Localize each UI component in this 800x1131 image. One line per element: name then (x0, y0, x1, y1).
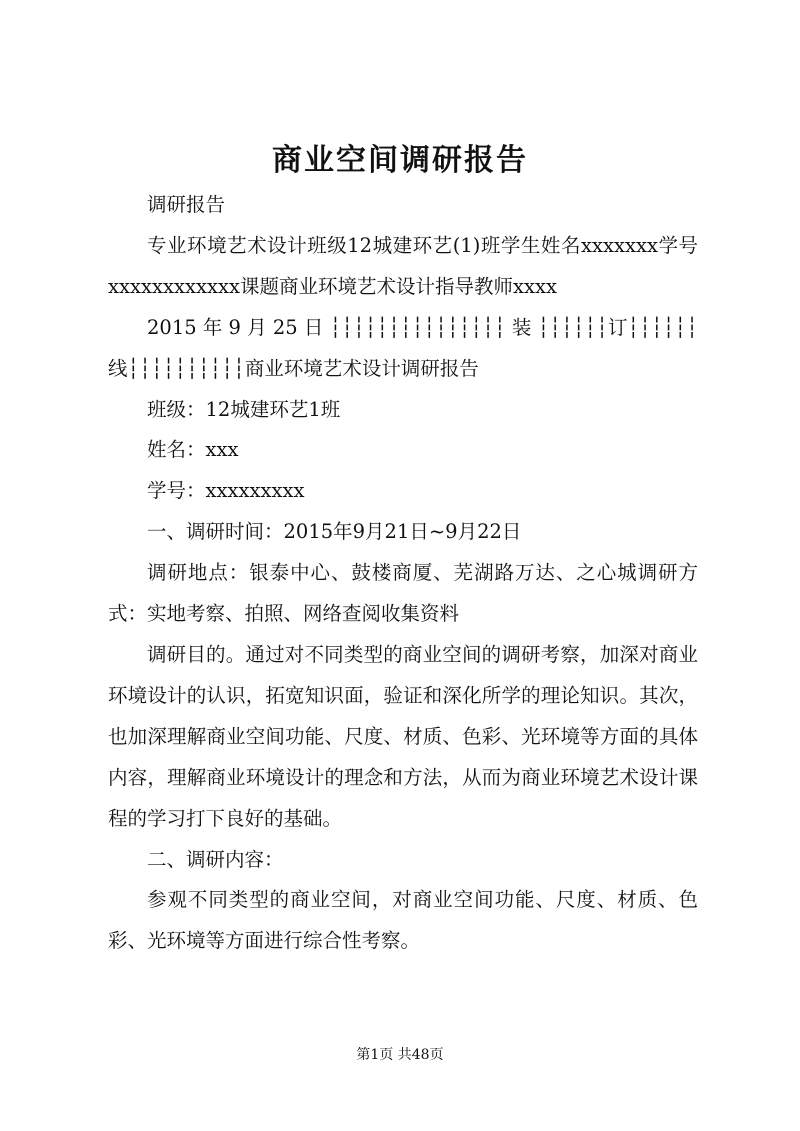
paragraph-name: 姓名：xxx (147, 438, 239, 462)
document-title: 商业空间调研报告 (272, 143, 528, 178)
paragraph-student-info: 专业环境艺术设计班级12城建环艺(1)班学生姓名xxxxxxx学号xxxxxxxxxxxx课题商业环境艺术设计指导教师xxxx (108, 233, 698, 298)
paragraph-date-binding-line: 2015 年 9 月 25 日 ┆┆┆┆┆┆┆┆┆┆┆┆┆┆┆ 装 ┆┆┆┆┆┆订┆┆┆┆┆┆线┆┆┆┆┆┆┆┆┆┆商业环境艺术设计调研报告 (108, 315, 698, 380)
paragraph-research-time: 一、调研时间：2015年9月21日~9月22日 (147, 520, 522, 544)
paragraph-research-location: 调研地点：银泰中心、鼓楼商厦、芜湖路万达、之心城调研方式：实地考察、拍照、网络查阅收集资料 (108, 561, 698, 626)
paragraph-report-label: 调研报告 (147, 193, 226, 216)
paragraph-class: 班级：12城建环艺1班 (147, 397, 341, 421)
paragraph-research-content: 参观不同类型的商业空间，对商业空间功能、尺度、材质、色彩、光环境等方面进行综合性考察。 (108, 888, 698, 953)
paragraph-student-id: 学号：xxxxxxxxx (147, 479, 305, 503)
paragraph-research-content-heading: 二、调研内容： (147, 847, 284, 871)
paragraph-research-purpose: 调研目的。通过对不同类型的商业空间的调研考察，加深对商业环境设计的认识，拓宽知识面，验证和深化所学的理论知识。其次，也加深理解商业空间功能、尺度、材质、色彩、光环境等方面的具体内容，理解商业环境设计的理念和方法，从而为商业环境艺术设计课程的学习打下良好的基础。 (108, 642, 698, 830)
page-number-footer: 第1页 共48页 (356, 1047, 444, 1063)
document-body (108, 185, 698, 962)
